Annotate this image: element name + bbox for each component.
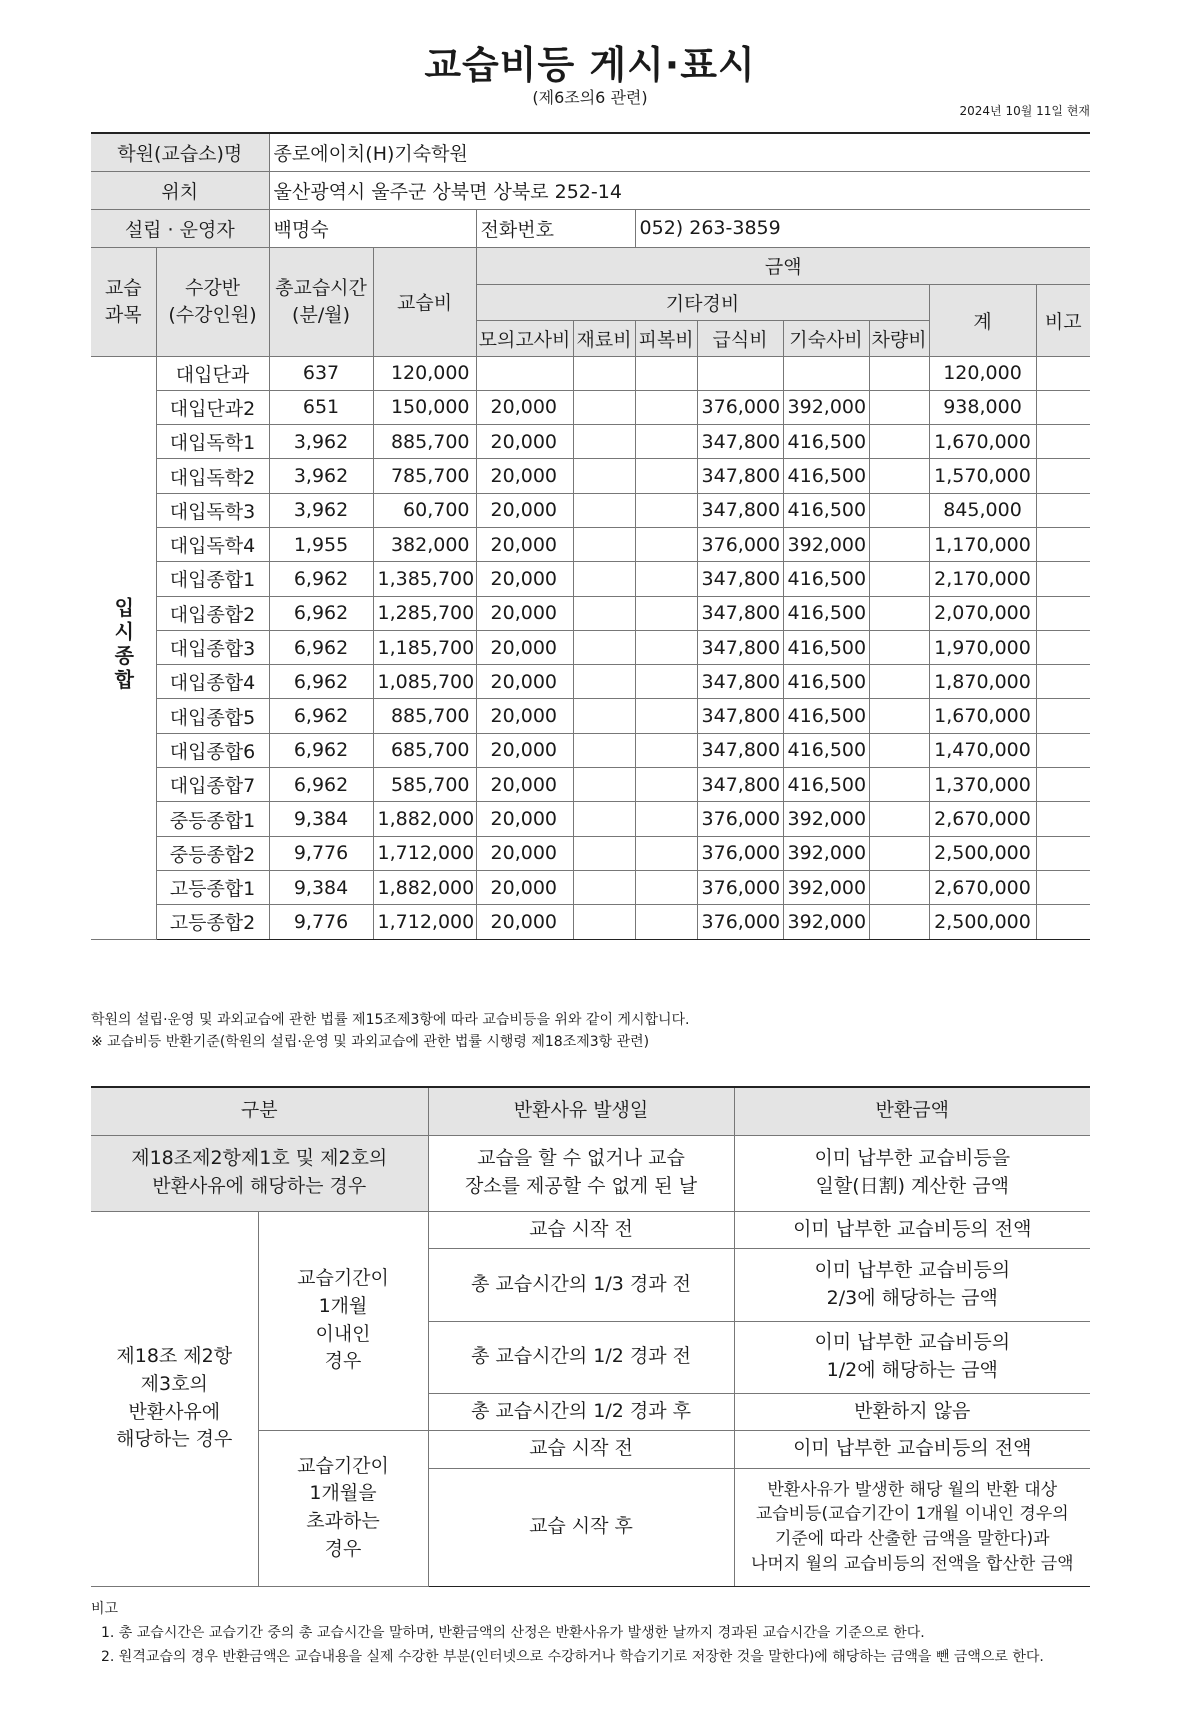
dorm-fee: 416,500 [783, 562, 869, 596]
table-row [91, 425, 1090, 459]
dorm-fee: 416,500 [783, 459, 869, 493]
vehicle-fee [869, 699, 929, 733]
tuition-fee: 1,185,700 [373, 630, 476, 664]
mock-exam-fee [476, 356, 573, 390]
header-refund-amount: 반환금액 [734, 1087, 1090, 1135]
page-subtitle: (제6조의6 관련) [532, 88, 648, 107]
class-name: 대입종합5 [156, 699, 269, 733]
mock-exam-fee: 20,000 [476, 390, 573, 424]
material-fee [573, 527, 635, 561]
header-amount: 금액 [476, 247, 1090, 284]
total-fee: 1,370,000 [929, 768, 1036, 802]
header-uniform: 피복비 [635, 320, 697, 356]
total-fee: 2,070,000 [929, 596, 1036, 630]
uniform-fee [635, 802, 697, 836]
note-line: 학원의 설립·운영 및 과외교습에 관한 법률 제15조제3항에 따라 교습비등을 위와 같이 게시합니다. [91, 1012, 690, 1028]
material-fee [573, 390, 635, 424]
material-fee [573, 733, 635, 767]
remark-cell [1036, 390, 1090, 424]
mock-exam-fee: 20,000 [476, 836, 573, 870]
table-row [91, 390, 1090, 424]
table-row [91, 768, 1090, 802]
total-hours: 9,776 [269, 836, 373, 870]
dorm-fee: 416,500 [783, 733, 869, 767]
refund-amount-full-2: 이미 납부한 교습비등의 전액 [734, 1430, 1090, 1468]
mock-exam-fee: 20,000 [476, 870, 573, 904]
dorm-fee: 392,000 [783, 390, 869, 424]
vehicle-fee [869, 493, 929, 527]
total-hours: 9,776 [269, 905, 373, 939]
tuition-fee: 785,700 [373, 459, 476, 493]
mock-exam-fee: 20,000 [476, 768, 573, 802]
refund-sub-within-month: 교습기간이 1개월 이내인 경우 [258, 1211, 428, 1430]
notes [91, 1009, 689, 1053]
total-hours: 3,962 [269, 425, 373, 459]
uniform-fee [635, 356, 697, 390]
uniform-fee [635, 459, 697, 493]
remark-cell [1036, 356, 1090, 390]
material-fee [573, 802, 635, 836]
total-hours: 6,962 [269, 699, 373, 733]
refund-amount-two-thirds: 이미 납부한 교습비등의 2/3에 해당하는 금액 [734, 1248, 1090, 1321]
subject-cell [91, 356, 156, 939]
remark-cell [1036, 459, 1090, 493]
class-name: 중등종합1 [156, 802, 269, 836]
class-name: 대입종합6 [156, 733, 269, 767]
vehicle-fee [869, 390, 929, 424]
tuition-fee: 120,000 [373, 356, 476, 390]
meal-fee: 347,800 [697, 699, 783, 733]
total-hours: 6,962 [269, 630, 373, 664]
class-name: 대입단과 [156, 356, 269, 390]
table-row [91, 836, 1090, 870]
refund-date-after-start: 교습 시작 후 [428, 1468, 734, 1586]
meal-fee: 347,800 [697, 768, 783, 802]
refund-amount-monthly: 반환사유가 발생한 해당 월의 반환 대상 교습비등(교습기간이 1개월 이내인 경우의 기준에 따라 산출한 금액을 말한다)과 나머지 월의 교습비등의 전액을 합산한 금액 [734, 1468, 1090, 1586]
table-row [91, 870, 1090, 904]
vehicle-fee [869, 768, 929, 802]
vehicle-fee [869, 459, 929, 493]
header-meal: 급식비 [697, 320, 783, 356]
uniform-fee [635, 905, 697, 939]
total-fee: 2,670,000 [929, 870, 1036, 904]
founder-label: 설립 · 운영자 [91, 209, 269, 247]
academy-label: 학원(교습소)명 [91, 133, 269, 171]
tuition-fee: 585,700 [373, 768, 476, 802]
remark-cell [1036, 596, 1090, 630]
dorm-fee: 416,500 [783, 699, 869, 733]
refund-category-2: 제18조 제2항 제3호의 반환사유에 해당하는 경우 [91, 1211, 258, 1586]
total-fee: 2,170,000 [929, 562, 1036, 596]
tuition-fee: 885,700 [373, 699, 476, 733]
academy-value: 종로에이치(H)기숙학원 [269, 133, 1090, 171]
header-subject: 교습 과목 [91, 247, 156, 356]
dorm-fee: 416,500 [783, 596, 869, 630]
table-row [91, 802, 1090, 836]
dorm-fee: 416,500 [783, 493, 869, 527]
remark-item: 2. 원격교습의 경우 반환금액은 교습내용을 실제 수강한 부분(인터넷으로 수강하거나 학습기기로 저장한 것을 말한다)에 해당하는 금액을 뺀 금액으로 한다. [101, 1649, 1044, 1665]
material-fee [573, 459, 635, 493]
refund-table [91, 1086, 1090, 1587]
vehicle-fee [869, 836, 929, 870]
phone-label: 전화번호 [476, 209, 635, 247]
tuition-fee: 1,285,700 [373, 596, 476, 630]
tuition-fee: 685,700 [373, 733, 476, 767]
tuition-fee: 382,000 [373, 527, 476, 561]
material-fee [573, 562, 635, 596]
vehicle-fee [869, 733, 929, 767]
total-fee: 2,500,000 [929, 905, 1036, 939]
location-value: 울산광역시 울주군 상북면 상북로 252-14 [269, 171, 1090, 209]
uniform-fee [635, 768, 697, 802]
fee-table [91, 132, 1090, 940]
note-line: ※ 교습비등 반환기준(학원의 설립·운영 및 과외교습에 관한 법률 시행령 제18조제3항 관련) [91, 1034, 650, 1050]
total-hours: 6,962 [269, 562, 373, 596]
dorm-fee [783, 356, 869, 390]
uniform-fee [635, 733, 697, 767]
mock-exam-fee: 20,000 [476, 699, 573, 733]
vehicle-fee [869, 527, 929, 561]
meal-fee: 376,000 [697, 802, 783, 836]
tuition-fee: 1,712,000 [373, 836, 476, 870]
meal-fee: 347,800 [697, 493, 783, 527]
remark-cell [1036, 905, 1090, 939]
header-dorm: 기숙사비 [783, 320, 869, 356]
mock-exam-fee: 20,000 [476, 459, 573, 493]
founder-value: 백명숙 [269, 209, 476, 247]
total-fee: 1,670,000 [929, 699, 1036, 733]
dorm-fee: 416,500 [783, 425, 869, 459]
meal-fee: 347,800 [697, 425, 783, 459]
total-fee: 2,670,000 [929, 802, 1036, 836]
dorm-fee: 392,000 [783, 870, 869, 904]
mock-exam-fee: 20,000 [476, 905, 573, 939]
mock-exam-fee: 20,000 [476, 562, 573, 596]
vehicle-fee [869, 630, 929, 664]
total-hours: 6,962 [269, 596, 373, 630]
vehicle-fee [869, 905, 929, 939]
as-of-date: 2024년 10월 11일 현재 [959, 104, 1090, 118]
class-name: 대입종합7 [156, 768, 269, 802]
header-total: 계 [929, 284, 1036, 356]
meal-fee: 347,800 [697, 630, 783, 664]
mock-exam-fee: 20,000 [476, 425, 573, 459]
uniform-fee [635, 836, 697, 870]
page-title: 교습비등 게시·표시 [424, 43, 756, 87]
remark-cell [1036, 870, 1090, 904]
total-hours: 9,384 [269, 802, 373, 836]
total-fee: 1,970,000 [929, 630, 1036, 664]
uniform-fee [635, 699, 697, 733]
material-fee [573, 768, 635, 802]
class-name: 대입종합1 [156, 562, 269, 596]
remark-cell [1036, 836, 1090, 870]
class-name: 대입종합3 [156, 630, 269, 664]
tuition-fee: 1,085,700 [373, 665, 476, 699]
meal-fee [697, 356, 783, 390]
refund-date-before-start: 교습 시작 전 [428, 1211, 734, 1248]
material-fee [573, 630, 635, 664]
header-vehicle: 차량비 [869, 320, 929, 356]
mock-exam-fee: 20,000 [476, 665, 573, 699]
table-row [91, 630, 1090, 664]
total-fee: 845,000 [929, 493, 1036, 527]
header-mock-exam: 모의고사비 [476, 320, 573, 356]
remark-item: 1. 총 교습시간은 교습기간 중의 총 교습시간을 말하며, 반환금액의 산정은 반환사유가 발생한 날까지 경과된 교습시간을 기준으로 한다. [101, 1625, 925, 1641]
header-division: 구분 [91, 1087, 428, 1135]
remark-cell [1036, 768, 1090, 802]
total-fee: 1,570,000 [929, 459, 1036, 493]
refund-date-closure: 교습을 할 수 없거나 교습 장소를 제공할 수 없게 된 날 [428, 1135, 734, 1211]
total-fee: 1,170,000 [929, 527, 1036, 561]
dorm-fee: 392,000 [783, 527, 869, 561]
remarks-title: 비고 [91, 1601, 119, 1617]
tuition-fee: 1,882,000 [373, 802, 476, 836]
class-name: 대입종합4 [156, 665, 269, 699]
meal-fee: 347,800 [697, 562, 783, 596]
uniform-fee [635, 527, 697, 561]
uniform-fee [635, 390, 697, 424]
refund-date-half-before: 총 교습시간의 1/2 경과 전 [428, 1321, 734, 1393]
refund-sub-over-month: 교습기간이 1개월을 초과하는 경우 [258, 1430, 428, 1586]
class-name: 대입독학4 [156, 527, 269, 561]
remark-cell [1036, 802, 1090, 836]
uniform-fee [635, 630, 697, 664]
total-hours: 9,384 [269, 870, 373, 904]
class-name: 대입종합2 [156, 596, 269, 630]
dorm-fee: 416,500 [783, 768, 869, 802]
uniform-fee [635, 562, 697, 596]
header-class: 수강반 (수강인원) [156, 247, 269, 356]
uniform-fee [635, 596, 697, 630]
dorm-fee: 392,000 [783, 802, 869, 836]
meal-fee: 347,800 [697, 733, 783, 767]
header-hours: 총교습시간 (분/월) [269, 247, 373, 356]
vehicle-fee [869, 802, 929, 836]
class-name: 고등종합1 [156, 870, 269, 904]
mock-exam-fee: 20,000 [476, 733, 573, 767]
location-label: 위치 [91, 171, 269, 209]
uniform-fee [635, 870, 697, 904]
tuition-fee: 885,700 [373, 425, 476, 459]
refund-amount-daily: 이미 납부한 교습비등을 일할(日割) 계산한 금액 [734, 1135, 1090, 1211]
vehicle-fee [869, 562, 929, 596]
table-row [91, 905, 1090, 939]
phone-value: 052) 263-3859 [635, 209, 1090, 247]
material-fee [573, 870, 635, 904]
table-row [91, 699, 1090, 733]
tuition-fee: 1,882,000 [373, 870, 476, 904]
subject-name: 입시종합 [110, 597, 135, 694]
refund-amount-half: 이미 납부한 교습비등의 1/2에 해당하는 금액 [734, 1321, 1090, 1393]
class-name: 대입독학2 [156, 459, 269, 493]
vehicle-fee [869, 356, 929, 390]
table-row [91, 356, 1090, 390]
mock-exam-fee: 20,000 [476, 493, 573, 527]
uniform-fee [635, 665, 697, 699]
header-material: 재료비 [573, 320, 635, 356]
material-fee [573, 425, 635, 459]
header-refund-date: 반환사유 발생일 [428, 1087, 734, 1135]
meal-fee: 376,000 [697, 905, 783, 939]
total-fee: 938,000 [929, 390, 1036, 424]
tuition-fee: 1,385,700 [373, 562, 476, 596]
refund-amount-full: 이미 납부한 교습비등의 전액 [734, 1211, 1090, 1248]
remark-cell [1036, 733, 1090, 767]
dorm-fee: 416,500 [783, 630, 869, 664]
material-fee [573, 493, 635, 527]
vehicle-fee [869, 870, 929, 904]
total-fee: 1,670,000 [929, 425, 1036, 459]
material-fee [573, 905, 635, 939]
header-other-costs: 기타경비 [476, 284, 929, 320]
table-row [91, 665, 1090, 699]
total-fee: 2,500,000 [929, 836, 1036, 870]
table-row [91, 596, 1090, 630]
table-row [91, 733, 1090, 767]
refund-category-1: 제18조제2항제1호 및 제2호의 반환사유에 해당하는 경우 [91, 1135, 428, 1211]
total-hours: 651 [269, 390, 373, 424]
fee-table-body [91, 356, 1090, 939]
remark-cell [1036, 425, 1090, 459]
dorm-fee: 416,500 [783, 665, 869, 699]
tuition-fee: 60,700 [373, 493, 476, 527]
total-hours: 1,955 [269, 527, 373, 561]
table-row [91, 562, 1090, 596]
total-hours: 637 [269, 356, 373, 390]
remark-cell [1036, 493, 1090, 527]
class-name: 고등종합2 [156, 905, 269, 939]
total-hours: 6,962 [269, 665, 373, 699]
class-name: 대입독학1 [156, 425, 269, 459]
refund-amount-none: 반환하지 않음 [734, 1393, 1090, 1430]
class-name: 대입단과2 [156, 390, 269, 424]
total-fee: 1,870,000 [929, 665, 1036, 699]
table-row [91, 459, 1090, 493]
remark-cell [1036, 665, 1090, 699]
material-fee [573, 356, 635, 390]
total-hours: 3,962 [269, 459, 373, 493]
meal-fee: 347,800 [697, 596, 783, 630]
dorm-fee: 392,000 [783, 836, 869, 870]
header-tuition: 교습비 [373, 247, 476, 356]
material-fee [573, 699, 635, 733]
total-fee: 120,000 [929, 356, 1036, 390]
remark-cell [1036, 630, 1090, 664]
remark-cell [1036, 699, 1090, 733]
material-fee [573, 836, 635, 870]
tuition-fee: 150,000 [373, 390, 476, 424]
total-hours: 6,962 [269, 733, 373, 767]
total-hours: 3,962 [269, 493, 373, 527]
remark-cell [1036, 562, 1090, 596]
uniform-fee [635, 425, 697, 459]
total-fee: 1,470,000 [929, 733, 1036, 767]
material-fee [573, 596, 635, 630]
refund-date-before-start-2: 교습 시작 전 [428, 1430, 734, 1468]
remark-cell [1036, 527, 1090, 561]
material-fee [573, 665, 635, 699]
class-name: 대입독학3 [156, 493, 269, 527]
table-row [91, 493, 1090, 527]
uniform-fee [635, 493, 697, 527]
class-name: 중등종합2 [156, 836, 269, 870]
header-remark: 비고 [1036, 284, 1090, 356]
tuition-fee: 1,712,000 [373, 905, 476, 939]
vehicle-fee [869, 596, 929, 630]
meal-fee: 376,000 [697, 870, 783, 904]
remarks [91, 1597, 1044, 1669]
mock-exam-fee: 20,000 [476, 596, 573, 630]
meal-fee: 376,000 [697, 836, 783, 870]
meal-fee: 376,000 [697, 390, 783, 424]
dorm-fee: 392,000 [783, 905, 869, 939]
meal-fee: 376,000 [697, 527, 783, 561]
refund-date-half-after: 총 교습시간의 1/2 경과 후 [428, 1393, 734, 1430]
vehicle-fee [869, 665, 929, 699]
refund-date-one-third: 총 교습시간의 1/3 경과 전 [428, 1248, 734, 1321]
meal-fee: 347,800 [697, 665, 783, 699]
meal-fee: 347,800 [697, 459, 783, 493]
table-row [91, 527, 1090, 561]
mock-exam-fee: 20,000 [476, 630, 573, 664]
mock-exam-fee: 20,000 [476, 802, 573, 836]
total-hours: 6,962 [269, 768, 373, 802]
vehicle-fee [869, 425, 929, 459]
mock-exam-fee: 20,000 [476, 527, 573, 561]
